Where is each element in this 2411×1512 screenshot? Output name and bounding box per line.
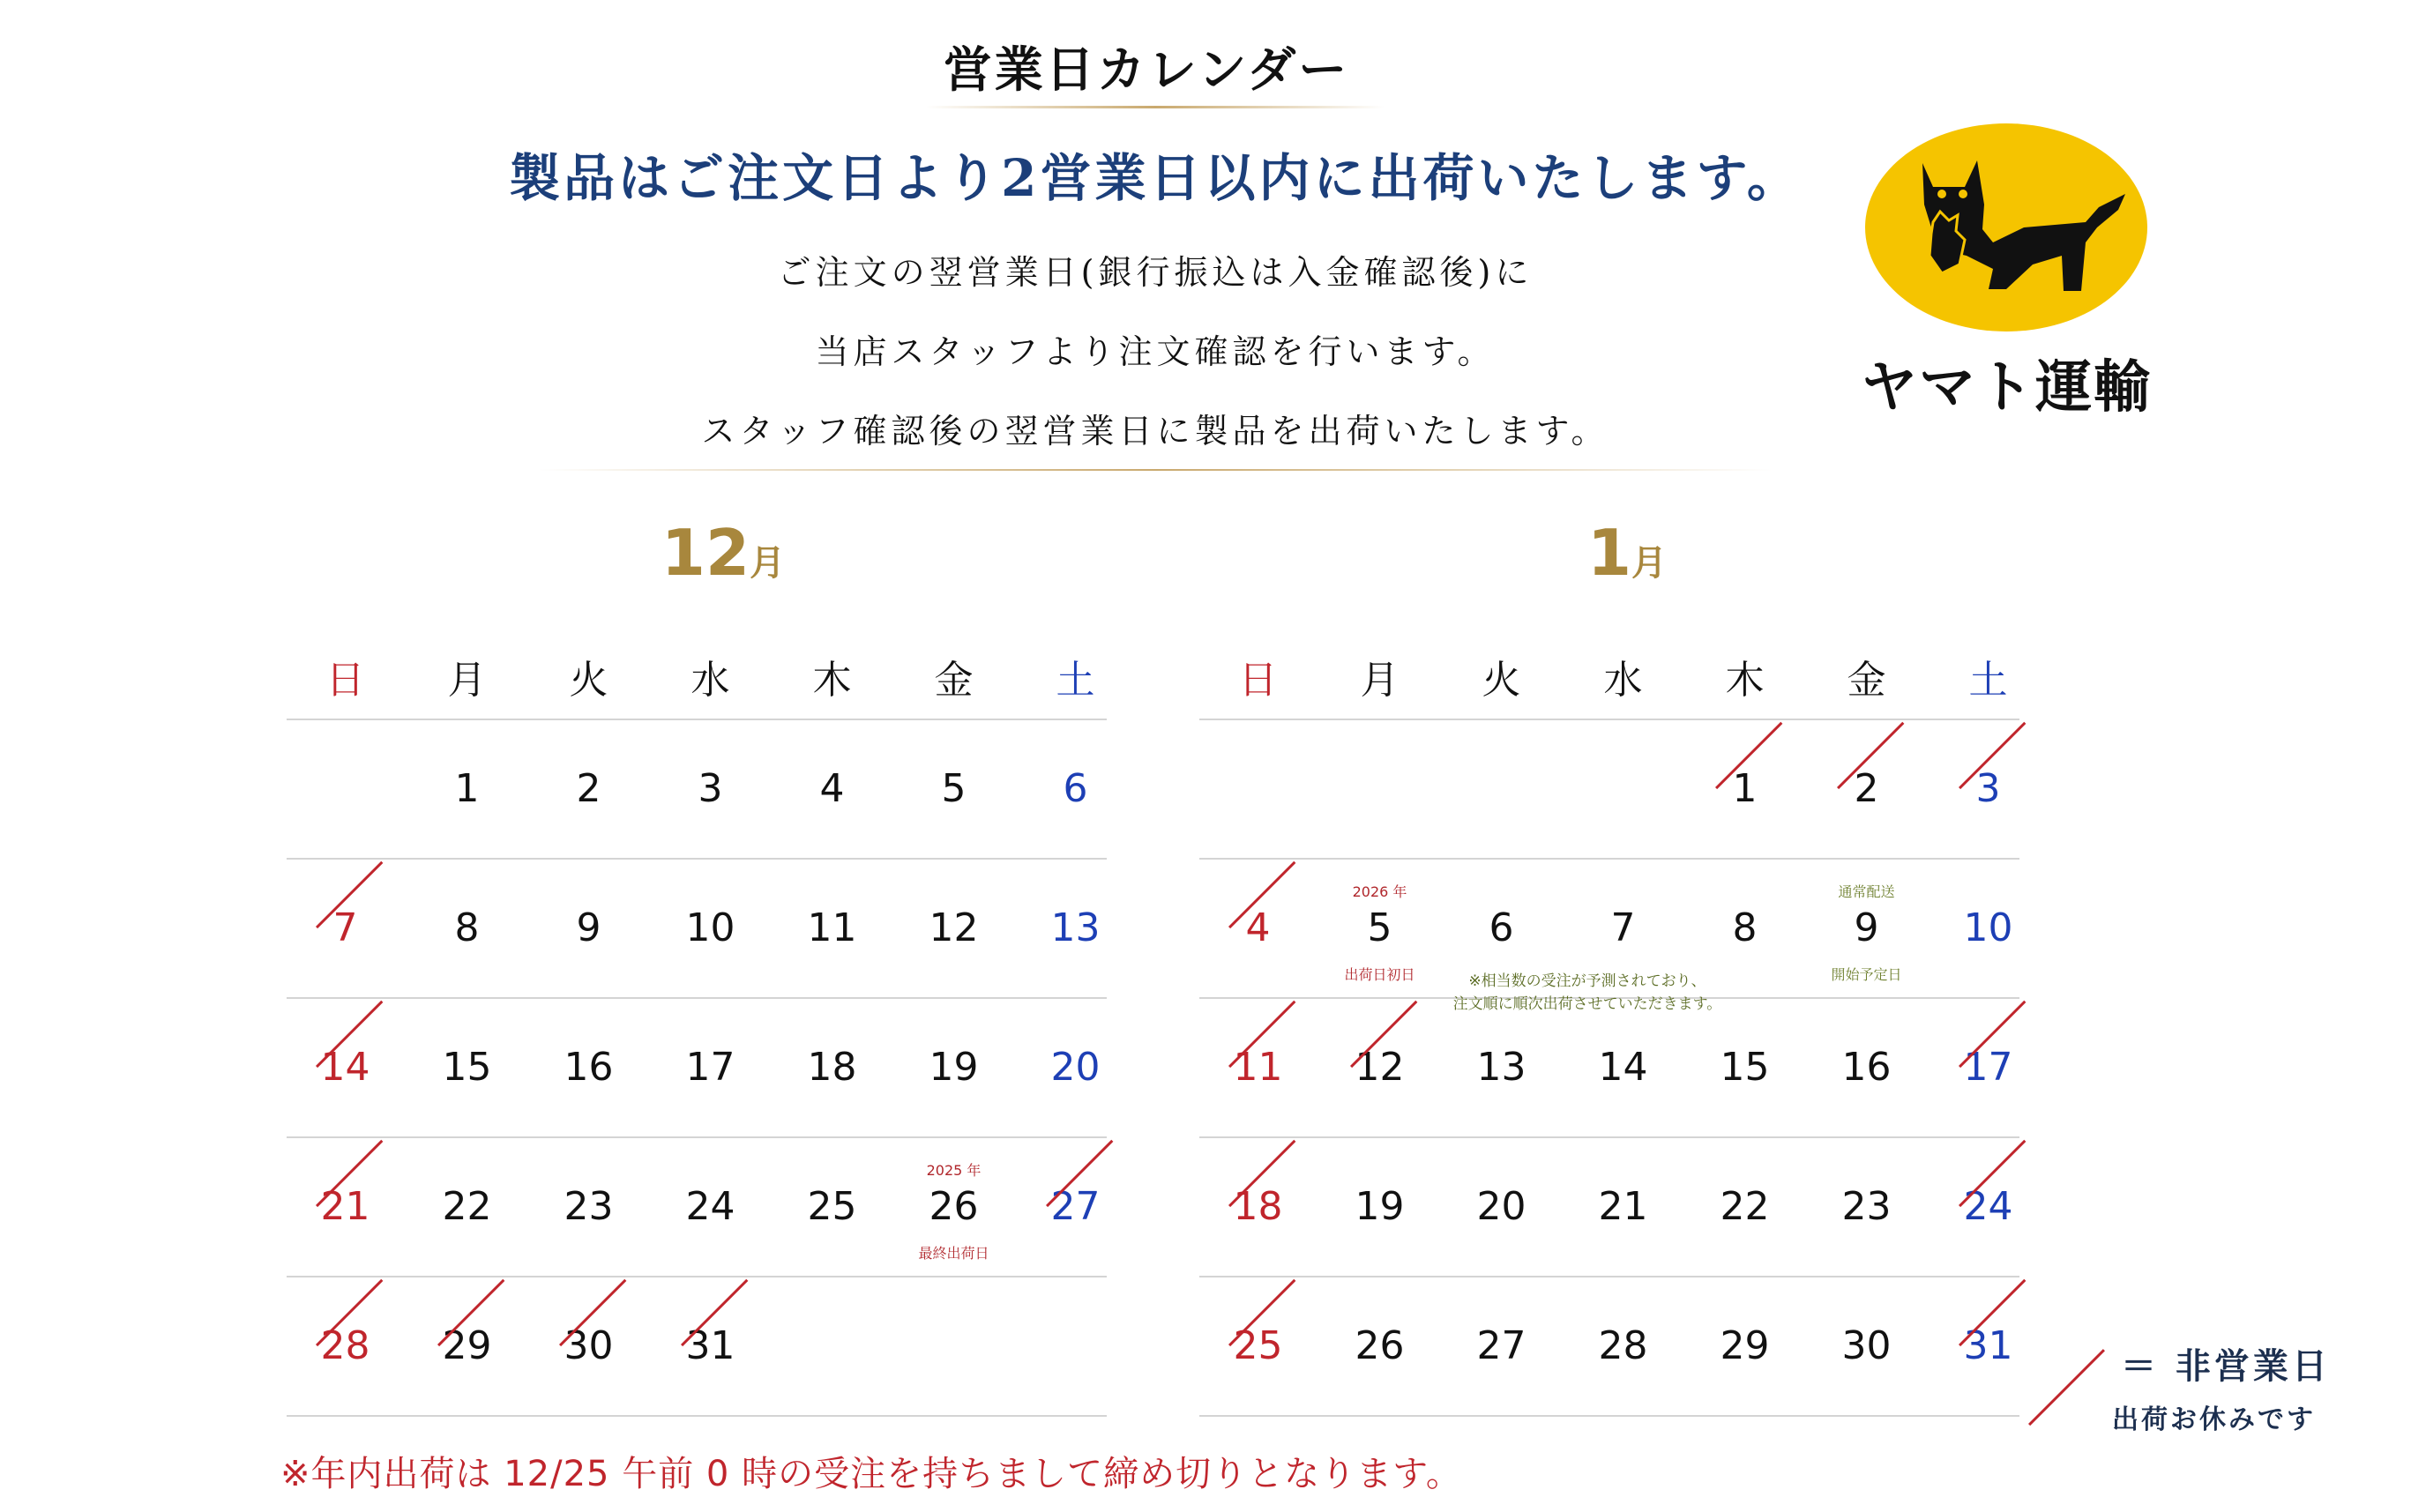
- title-divider: [926, 106, 1385, 108]
- calendar-day: [530, 1311, 647, 1382]
- calendar-day: [1808, 754, 1925, 824]
- intro-line-2: 当店スタッフより注文確認を行います。: [815, 332, 1496, 371]
- day-number: 26: [1355, 1323, 1405, 1368]
- day-note-bottom: 最終出荷日: [918, 1245, 989, 1262]
- day-note-top: 2025 年: [926, 1162, 982, 1179]
- day-number: 5: [1367, 905, 1392, 950]
- calendar-day: [1321, 1032, 1438, 1103]
- calendar-day: [1443, 893, 1560, 964]
- weekday-header: 木: [812, 658, 852, 703]
- week-divider: [1199, 858, 2019, 860]
- day-number: 21: [320, 1184, 370, 1229]
- weekday-header: 土: [1968, 658, 2008, 703]
- january-note-line: ※相当数の受注が予測されており、: [1468, 972, 1706, 990]
- calendar-day: [1199, 1311, 1317, 1382]
- calendar-day: [530, 1032, 647, 1103]
- calendar-day: [1930, 1311, 2047, 1382]
- day-number: 31: [685, 1323, 735, 1368]
- day-number: 8: [1732, 905, 1758, 950]
- calendar-day: [652, 1172, 769, 1242]
- calendar-day: [1321, 883, 1438, 983]
- calendar-day: [408, 1172, 526, 1242]
- day-number: 12: [1355, 1045, 1405, 1090]
- calendar-day: [408, 893, 526, 964]
- calendar-day: [652, 1032, 769, 1103]
- calendar-day: [1443, 1311, 1560, 1382]
- calendar-day: [1686, 893, 1803, 964]
- day-number: 11: [1233, 1045, 1283, 1090]
- calendar-day: [652, 754, 769, 824]
- calendar-day: [287, 1311, 404, 1382]
- weekday-header: 土: [1056, 658, 1095, 703]
- weekday-header: 火: [1482, 658, 1521, 703]
- day-number: 13: [1050, 905, 1101, 950]
- weekday-header: 金: [934, 658, 974, 703]
- calendar-day: [773, 1032, 891, 1103]
- week-divider: [287, 997, 1107, 999]
- legend-shipping-closed: 出荷お休みです: [2112, 1404, 2316, 1435]
- week-divider: [287, 719, 1107, 720]
- day-number: 21: [1598, 1184, 1648, 1229]
- day-number: 22: [1720, 1184, 1770, 1229]
- calendar-day: [895, 1032, 1012, 1103]
- day-number: 8: [454, 905, 480, 950]
- calendar-day: [1564, 1311, 1682, 1382]
- shipping-headline: 製品はご注文日より2営業日以内に出荷いたします。: [509, 148, 1802, 208]
- day-number: 29: [442, 1323, 492, 1368]
- day-number: 16: [564, 1045, 614, 1090]
- day-note-top: 2026 年: [1352, 883, 1407, 900]
- calendar-day: [773, 754, 891, 824]
- january-note-line: 注文順に順次出荷させていただきます。: [1452, 995, 1722, 1013]
- day-number: 15: [1720, 1045, 1770, 1090]
- week-divider: [1199, 719, 2019, 720]
- calendar-day: [1686, 754, 1803, 824]
- calendar-day: [1686, 1032, 1803, 1103]
- day-number: 18: [807, 1045, 857, 1090]
- calendar-december: [287, 648, 1107, 1441]
- week-divider: [287, 1136, 1107, 1138]
- day-number: 7: [332, 905, 358, 950]
- calendar-day: [652, 1311, 769, 1382]
- calendar-day: [1564, 893, 1682, 964]
- day-number: 17: [1963, 1045, 2013, 1090]
- intro-line-3: スタッフ確認後の翌営業日に製品を出荷いたします。: [701, 412, 1609, 451]
- day-number: 20: [1050, 1045, 1101, 1090]
- calendar-day: [1808, 883, 1925, 983]
- calendar-day: [773, 893, 891, 964]
- day-number: 24: [685, 1184, 735, 1229]
- day-number: 20: [1476, 1184, 1526, 1229]
- day-number: 6: [1063, 766, 1088, 811]
- calendar-day: [1017, 893, 1134, 964]
- calendar-day: [1564, 1172, 1682, 1242]
- month-unit: 月: [750, 543, 786, 584]
- day-number: 19: [1355, 1184, 1405, 1229]
- day-number: 2: [1854, 766, 1879, 811]
- weekday-header: 木: [1725, 658, 1765, 703]
- calendar-day: [895, 893, 1012, 964]
- calendar-day: [530, 754, 647, 824]
- weekday-header: 月: [1360, 658, 1400, 703]
- week-divider: [1199, 1276, 2019, 1277]
- yamato-logo-text: ヤマト運輸: [1861, 355, 2152, 421]
- page-title: 営業日カレンダー: [943, 41, 1350, 98]
- calendar-day: [1930, 1172, 2047, 1242]
- calendar-day: [1199, 893, 1317, 964]
- calendar-day: [1443, 1172, 1560, 1242]
- calendar-day: [1930, 754, 2047, 824]
- day-number: 27: [1476, 1323, 1526, 1368]
- calendar-january: [1199, 648, 2019, 1441]
- day-number: 14: [1598, 1045, 1648, 1090]
- calendar-day: [287, 1172, 404, 1242]
- day-number: 22: [442, 1184, 492, 1229]
- day-number: 31: [1963, 1323, 2013, 1368]
- week-divider: [1199, 1415, 2019, 1417]
- week-divider: [1199, 1136, 2019, 1138]
- week-divider: [287, 1276, 1107, 1277]
- calendar-day: [1017, 754, 1134, 824]
- day-note-bottom: 開始予定日: [1831, 966, 1902, 983]
- calendar-day: [1686, 1172, 1803, 1242]
- day-number: 24: [1963, 1184, 2013, 1229]
- weekday-header: 火: [569, 658, 608, 703]
- weekday-header: 金: [1847, 658, 1886, 703]
- calendar-day: [1808, 1311, 1925, 1382]
- calendar-day: [895, 1162, 1012, 1262]
- day-number: 15: [442, 1045, 492, 1090]
- calendar-day: [1930, 893, 2047, 964]
- day-number: 11: [807, 905, 857, 950]
- calendar-day: [1930, 1032, 2047, 1103]
- calendar-day: [895, 754, 1012, 824]
- weekday-header: 水: [1603, 658, 1643, 703]
- calendar-day: [1321, 1172, 1438, 1242]
- day-number: 17: [685, 1045, 735, 1090]
- january-volume-note: [1367, 970, 1808, 1016]
- day-number: 26: [929, 1184, 979, 1229]
- week-divider: [287, 1415, 1107, 1417]
- day-number: 23: [1841, 1184, 1892, 1229]
- black-cat-logo-icon: [1861, 123, 2152, 353]
- calendar-day: [773, 1172, 891, 1242]
- calendar-day: [1443, 1032, 1560, 1103]
- day-number: 30: [564, 1323, 614, 1368]
- calendar-day: [1017, 1172, 1134, 1242]
- calendar-day: [1321, 1311, 1438, 1382]
- month-number: 1: [1586, 516, 1632, 590]
- weekday-header: 日: [325, 658, 365, 703]
- day-number: 29: [1720, 1323, 1770, 1368]
- day-number: 30: [1841, 1323, 1892, 1368]
- day-number: 9: [576, 905, 601, 950]
- calendar-day: [408, 754, 526, 824]
- day-number: 9: [1854, 905, 1879, 950]
- day-number: 28: [320, 1323, 370, 1368]
- calendar-day: [287, 893, 404, 964]
- intro-line-1: ご注文の翌営業日(銀行振込は入金確認後)に: [777, 253, 1534, 292]
- calendar-day: [1686, 1311, 1803, 1382]
- calendar-day: [530, 893, 647, 964]
- intro-divider: [538, 469, 1773, 471]
- calendar-day: [1808, 1172, 1925, 1242]
- calendar-day: [1808, 1032, 1925, 1103]
- day-number: 1: [454, 766, 480, 811]
- calendar-day: [1017, 1032, 1134, 1103]
- day-number: 23: [564, 1184, 614, 1229]
- calendar-day: [287, 1032, 404, 1103]
- day-number: 16: [1841, 1045, 1892, 1090]
- day-number: 2: [576, 766, 601, 811]
- day-number: 25: [807, 1184, 857, 1229]
- month-unit: 月: [1631, 543, 1668, 584]
- month-label-december: [591, 516, 855, 590]
- calendar-day: [408, 1311, 526, 1382]
- month-label-january: [1495, 516, 1759, 590]
- day-number: 25: [1233, 1323, 1283, 1368]
- day-note-bottom: 出荷日初日: [1344, 966, 1415, 983]
- day-number: 27: [1050, 1184, 1101, 1229]
- year-end-deadline-note: ※年内出荷は 12/25 午前 0 時の受注を持ちまして締め切りとなります。: [280, 1454, 1462, 1494]
- day-number: 3: [698, 766, 723, 811]
- day-number: 19: [929, 1045, 979, 1090]
- month-number: 12: [661, 516, 750, 590]
- weekday-header: 日: [1238, 658, 1278, 703]
- calendar-day: [530, 1172, 647, 1242]
- day-number: 4: [819, 766, 845, 811]
- calendar-day: [1199, 1172, 1317, 1242]
- calendar-day: [652, 893, 769, 964]
- day-note-top: 通常配送: [1838, 883, 1895, 900]
- day-number: 13: [1476, 1045, 1526, 1090]
- legend-non-business-day: ＝ 非営業日: [2121, 1345, 2331, 1387]
- calendar-day: [1199, 1032, 1317, 1103]
- day-number: 1: [1732, 766, 1758, 811]
- day-number: 14: [320, 1045, 370, 1090]
- day-number: 10: [1963, 905, 2013, 950]
- calendar-day: [408, 1032, 526, 1103]
- day-number: 6: [1489, 905, 1514, 950]
- weekday-header: 水: [690, 658, 730, 703]
- day-number: 7: [1610, 905, 1636, 950]
- day-number: 12: [929, 905, 979, 950]
- calendar-day: [1564, 1032, 1682, 1103]
- weekday-header: 月: [447, 658, 487, 703]
- week-divider: [287, 858, 1107, 860]
- day-number: 4: [1245, 905, 1271, 950]
- day-number: 3: [1975, 766, 2001, 811]
- day-number: 10: [685, 905, 735, 950]
- day-number: 5: [941, 766, 967, 811]
- day-number: 28: [1598, 1323, 1648, 1368]
- day-number: 18: [1233, 1184, 1283, 1229]
